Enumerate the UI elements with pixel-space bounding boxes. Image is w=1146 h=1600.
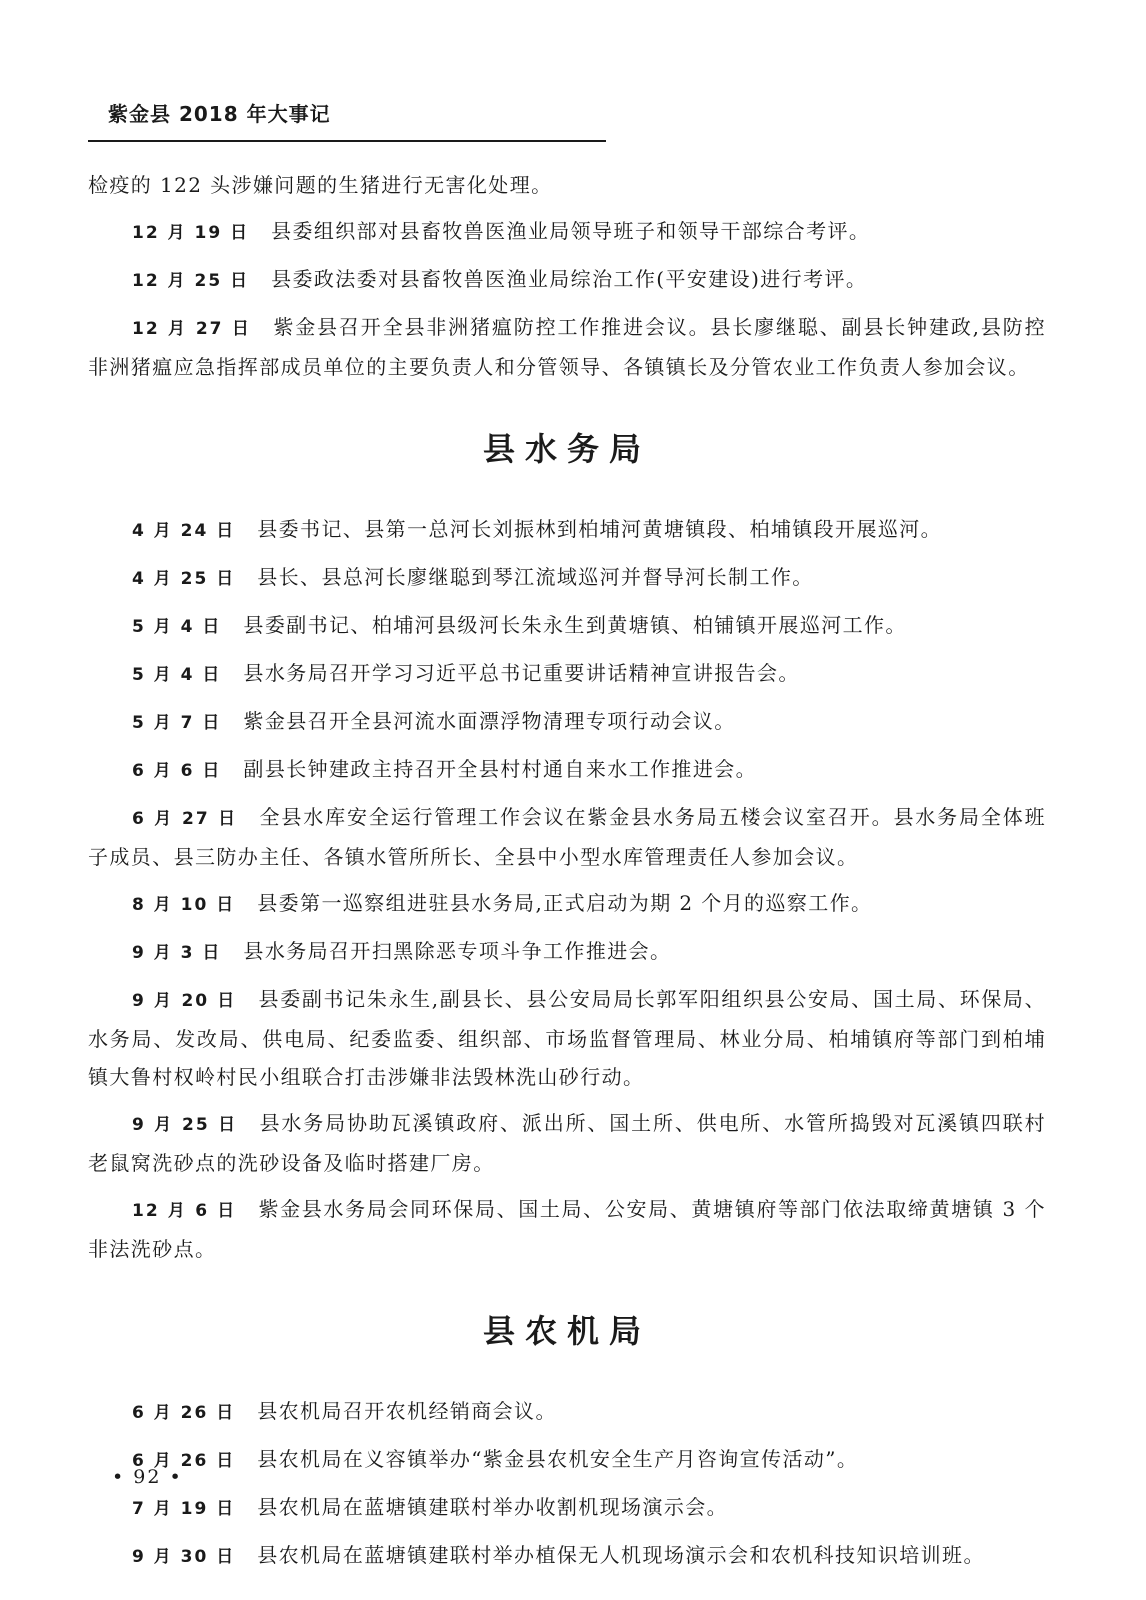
entry-date: 12 月 25 日 [132,271,250,291]
entry-date: 4 月 25 日 [132,569,236,589]
entry-date: 7 月 19 日 [132,1499,236,1519]
entry-date: 9 月 3 日 [132,943,222,963]
entry-text: 县水务局召开学习习近平总书记重要讲话精神宣讲报告会。 [243,661,800,685]
chronicle-entry [88,606,1046,646]
running-header: 紫金县 2018 年大事记 [108,102,331,126]
chronicle-entry [88,884,1046,924]
entry-date: 12 月 19 日 [132,223,250,243]
chronicle-entry [88,932,1046,972]
entry-date: 6 月 26 日 [132,1451,236,1471]
chronicle-entry [88,702,1046,742]
entry-date: 9 月 20 日 [132,991,237,1011]
entry-text: 县长、县总河长廖继聪到琴江流域巡河并督导河长制工作。 [257,565,814,589]
entry-date: 6 月 27 日 [132,809,238,829]
chronicle-entry [88,1104,1046,1182]
entry-text: 县委副书记、柏埔河县级河长朱永生到黄塘镇、柏铺镇开展巡河工作。 [243,613,907,637]
entry-text: 县农机局召开农机经销商会议。 [257,1399,557,1423]
entry-date: 12 月 27 日 [132,319,252,339]
header-rule [88,140,606,142]
entry-text: 紫金县召开全县河流水面漂浮物清理专项行动会议。 [243,709,736,733]
chronicle-entry [88,1488,1046,1528]
chronicle-entry [88,308,1046,386]
entry-date: 9 月 30 日 [132,1547,236,1567]
page-body [88,166,1046,1584]
entry-text: 全县水库安全运行管理工作会议在紫金县水务局五楼会议室召开。县水务局全体班子成员、县三防办主任、各镇水管所所长、全县中小型水库管理责任人参加会议。 [88,805,1046,869]
entry-date: 6 月 6 日 [132,761,222,781]
chronicle-entry [88,750,1046,790]
entry-date: 5 月 7 日 [132,713,222,733]
entry-text: 县委组织部对县畜牧兽医渔业局领导班子和领导干部综合考评。 [271,219,871,243]
section-heading-agri-machinery-bureau: 县农机局 [482,1312,651,1350]
entry-text: 紫金县召开全县非洲猪瘟防控工作推进会议。县长廖继聪、副县长钟建政,县防控非洲猪瘟应急指挥部成员单位的主要负责人和分管领导、各镇镇长及分管农业工作负责人参加会议。 [88,315,1046,379]
entry-text: 副县长钟建政主持召开全县村村通自来水工作推进会。 [243,757,758,781]
entry-date: 4 月 24 日 [132,521,236,541]
chronicle-entry [88,1392,1046,1432]
entry-text: 县委政法委对县畜牧兽医渔业局综治工作(平安建设)进行考评。 [271,267,868,291]
chronicle-entry [88,1440,1046,1480]
page-number: • 92 • [112,1466,183,1488]
entry-text: 紫金县水务局会同环保局、国土局、公安局、黄塘镇府等部门依法取缔黄塘镇 3 个非法洗砂点。 [88,1197,1046,1261]
entry-text: 县委书记、县第一总河长刘振林到柏埔河黄塘镇段、柏埔镇段开展巡河。 [257,517,943,541]
entry-date: 6 月 26 日 [132,1403,236,1423]
entry-text: 县农机局在义容镇举办“紫金县农机安全生产月咨询宣传活动”。 [257,1447,859,1471]
section-heading-water-bureau: 县水务局 [482,430,651,468]
chronicle-entry [88,558,1046,598]
entry-date: 8 月 10 日 [132,895,236,915]
entry-date: 12 月 6 日 [132,1201,237,1221]
entry-text: 县农机局在蓝塘镇建联村举办植保无人机现场演示会和农机科技知识培训班。 [257,1543,985,1567]
entry-date: 5 月 4 日 [132,665,222,685]
entry-text: 检疫的 122 头涉嫌问题的生猪进行无害化处理。 [88,173,553,197]
entry-text: 县委副书记朱永生,副县长、县公安局局长郭军阳组织县公安局、国土局、环保局、水务局、发改局、供电局、纪委监委、组织部、市场监督管理局、林业分局、柏埔镇府等部门到柏埔镇大鲁村权岭村民小组联合打击涉嫌非法毁林洗山砂行动。 [88,987,1046,1089]
entry-continuation [88,166,1046,204]
chronicle-entry [88,654,1046,694]
chronicle-entry [88,212,1046,252]
chronicle-entry [88,1190,1046,1268]
entry-text: 县水务局召开扫黑除恶专项斗争工作推进会。 [243,939,672,963]
chronicle-entry [88,1536,1046,1576]
chronicle-entry [88,260,1046,300]
chronicle-entry [88,510,1046,550]
entry-text: 县水务局协助瓦溪镇政府、派出所、国土所、供电所、水管所捣毁对瓦溪镇四联村老鼠窝洗砂点的洗砂设备及临时搭建厂房。 [88,1111,1046,1175]
entry-text: 县农机局在蓝塘镇建联村举办收割机现场演示会。 [257,1495,729,1519]
chronicle-entry [88,980,1046,1096]
entry-date: 9 月 25 日 [132,1115,238,1135]
entry-text: 县委第一巡察组进驻县水务局,正式启动为期 2 个月的巡察工作。 [257,891,873,915]
entry-date: 5 月 4 日 [132,617,222,637]
chronicle-entry [88,798,1046,876]
